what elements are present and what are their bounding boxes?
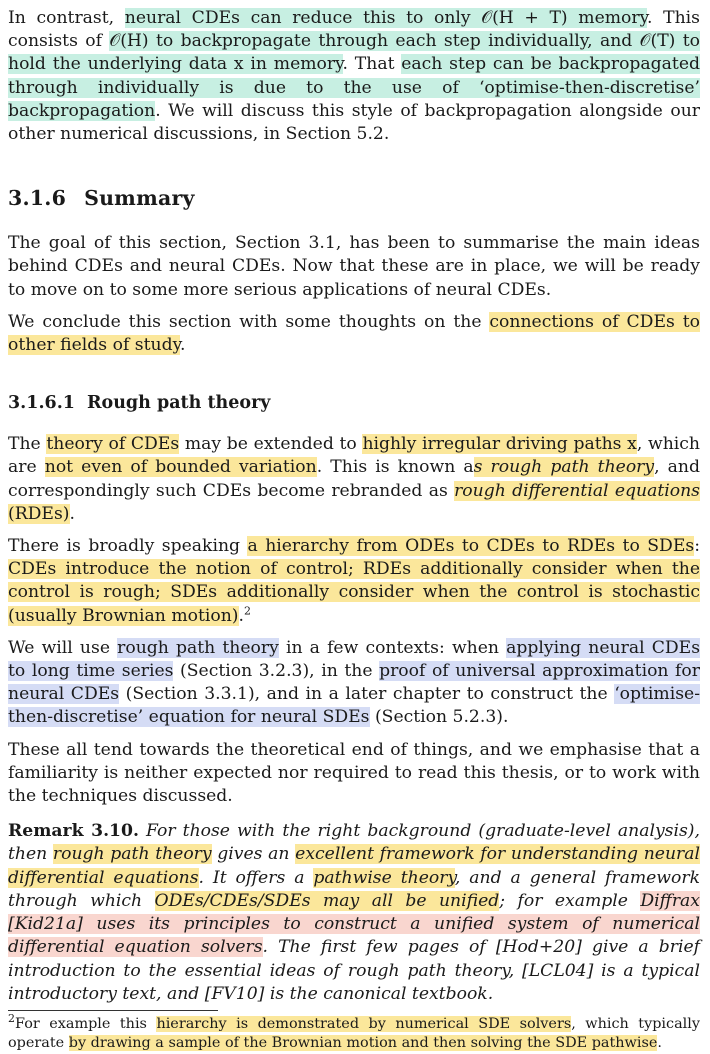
text-run: . We will discuss this style of backpropagation alongside our other numerical discussions, in Section 5.2.: [8, 100, 700, 145]
text-run: (Section 3.2.3), in the: [173, 661, 380, 682]
text-run: .: [657, 1035, 662, 1052]
text-run: , and correspondingly such CDEs become rebranded as: [8, 457, 700, 501]
text-run: . This consists of: [8, 8, 700, 52]
highlight-green: 𝒪(H) to backpropagate through each step individually, and 𝒪(T) to hold the underlying data x in memory: [8, 31, 700, 75]
intro-paragraph: [8, 7, 700, 146]
rough-paragraph-3: [8, 637, 700, 730]
text-run: , and a general framework through which: [8, 867, 700, 911]
text-run: . This is known a: [316, 457, 474, 478]
highlight-yellow: pathwise theory: [313, 867, 455, 888]
text-run: , which are: [8, 434, 700, 478]
text-run: . That: [342, 54, 402, 75]
highlight-green: neural CDEs can reduce this to only 𝒪(H + T) memory: [124, 8, 648, 28]
highlight-yellow: theory of CDEs: [46, 434, 180, 455]
remark-block: [8, 820, 700, 1006]
highlight-yellow: not even of bounded variation: [44, 457, 317, 478]
highlight-yellow: rough path theory: [52, 844, 212, 865]
text-run: ; for example: [499, 890, 641, 911]
highlight-yellow: connections of CDEs to other fields of study: [8, 311, 700, 356]
highlight-blue: applying neural CDEs to long time series: [8, 637, 701, 682]
text-run: :: [694, 536, 700, 557]
highlight-yellow: (RDEs): [8, 503, 70, 524]
text-run: We conclude this section with some thoughts on the: [8, 311, 490, 332]
section-title: Summary: [84, 186, 195, 211]
subsection-heading: [8, 393, 700, 413]
remark-label: Remark 3.10.: [8, 821, 139, 842]
highlight-yellow: hierarchy is demonstrated by numerical SDE solvers: [156, 1015, 572, 1032]
text-run: In contrast,: [8, 8, 125, 28]
summary-paragraph-1: The goal of this section, Section 3.1, has been to summarise the main ideas behind CDEs and neural CDEs. Now that these are in place, we will be ready to move on to some more serious applications of neural CDEs.: [8, 233, 700, 300]
highlight-yellow: highly irregular driving paths x: [362, 434, 637, 455]
highlight-yellow: a hierarchy from ODEs to CDEs to RDEs to SDEs: [247, 536, 695, 557]
text-run: in a few contexts: when: [278, 637, 507, 658]
rough-paragraph-1: [8, 433, 700, 526]
text-run: For example this: [15, 1015, 157, 1032]
text-run: For those with the right background (graduate-level analysis), then: [8, 821, 700, 865]
highlight-yellow: excellent framework for understanding neural differential equations: [8, 844, 701, 888]
section-heading: [8, 186, 700, 210]
highlight-yellow: by drawing a sample of the Brownian motion and then solving the SDE pathwise: [68, 1035, 658, 1052]
rough-paragraph-4: These all tend towards the theoretical end of things, and we emphasise that a familiarity is neither expected nor required to read this thesis, or to work with the techniques discussed.: [8, 739, 700, 807]
text-run: .: [180, 335, 186, 356]
text-run: (Section 5.2.3).: [369, 707, 509, 728]
highlight-blue: rough path theory: [117, 637, 279, 658]
text-run: . The first few pages of [Hod+20] give a brief introduction to the essential ideas of rough path theory, [LCL04] is a typical introductory text, and [FV10] is the canonical textbook.: [8, 937, 700, 1004]
text-run: . It offers a: [198, 867, 314, 888]
footnote-mark: 2: [8, 1012, 15, 1026]
rough-paragraph-2: [8, 535, 700, 628]
highlight-blue: ‘optimise-then-discretise’ equation for neural SDEs: [8, 684, 700, 728]
highlight-yellow: CDEs introduce the notion of control; RDEs additionally consider when the control is rough; SDEs additionally consider when the control is stochastic (usually Brownian motion): [8, 559, 700, 626]
section-number: 3.1.6: [8, 186, 67, 211]
footnote-rule: [8, 1010, 218, 1011]
text-run: .: [69, 503, 75, 524]
text-run: may be extended to: [179, 434, 363, 455]
text-run: .: [238, 605, 244, 626]
highlight-red: Diffrax [Kid21a] uses its principles to construct a unified system of numerical differential equation solvers: [8, 890, 700, 958]
footnote: [8, 1012, 700, 1054]
highlight-yellow: rough differential equations: [454, 480, 700, 501]
text-run: There is broadly speaking: [8, 536, 248, 557]
highlight-yellow: ODEs/CDEs/SDEs may all be unified: [154, 890, 500, 911]
highlight-blue: proof of universal approximation for neural CDEs: [8, 661, 700, 705]
footnote-marker[interactable]: 2: [243, 603, 251, 617]
highlight-yellow: s rough path theory: [473, 457, 655, 478]
text-run: , which typically operate: [8, 1015, 700, 1052]
summary-paragraph-2: [8, 311, 700, 357]
text-run: (Section 3.3.1), and in a later chapter to construct the: [119, 684, 615, 705]
subsection-title: Rough path theory: [86, 393, 271, 414]
text-run: gives an: [211, 844, 296, 865]
text-run: We will use: [8, 637, 118, 658]
subsection-number: 3.1.6.1: [8, 393, 75, 414]
text-run: The: [8, 434, 47, 455]
highlight-green: each step can be backpropagated through individually is due to the use of ‘optimise-then-discretise’ backpropagation: [8, 54, 700, 121]
